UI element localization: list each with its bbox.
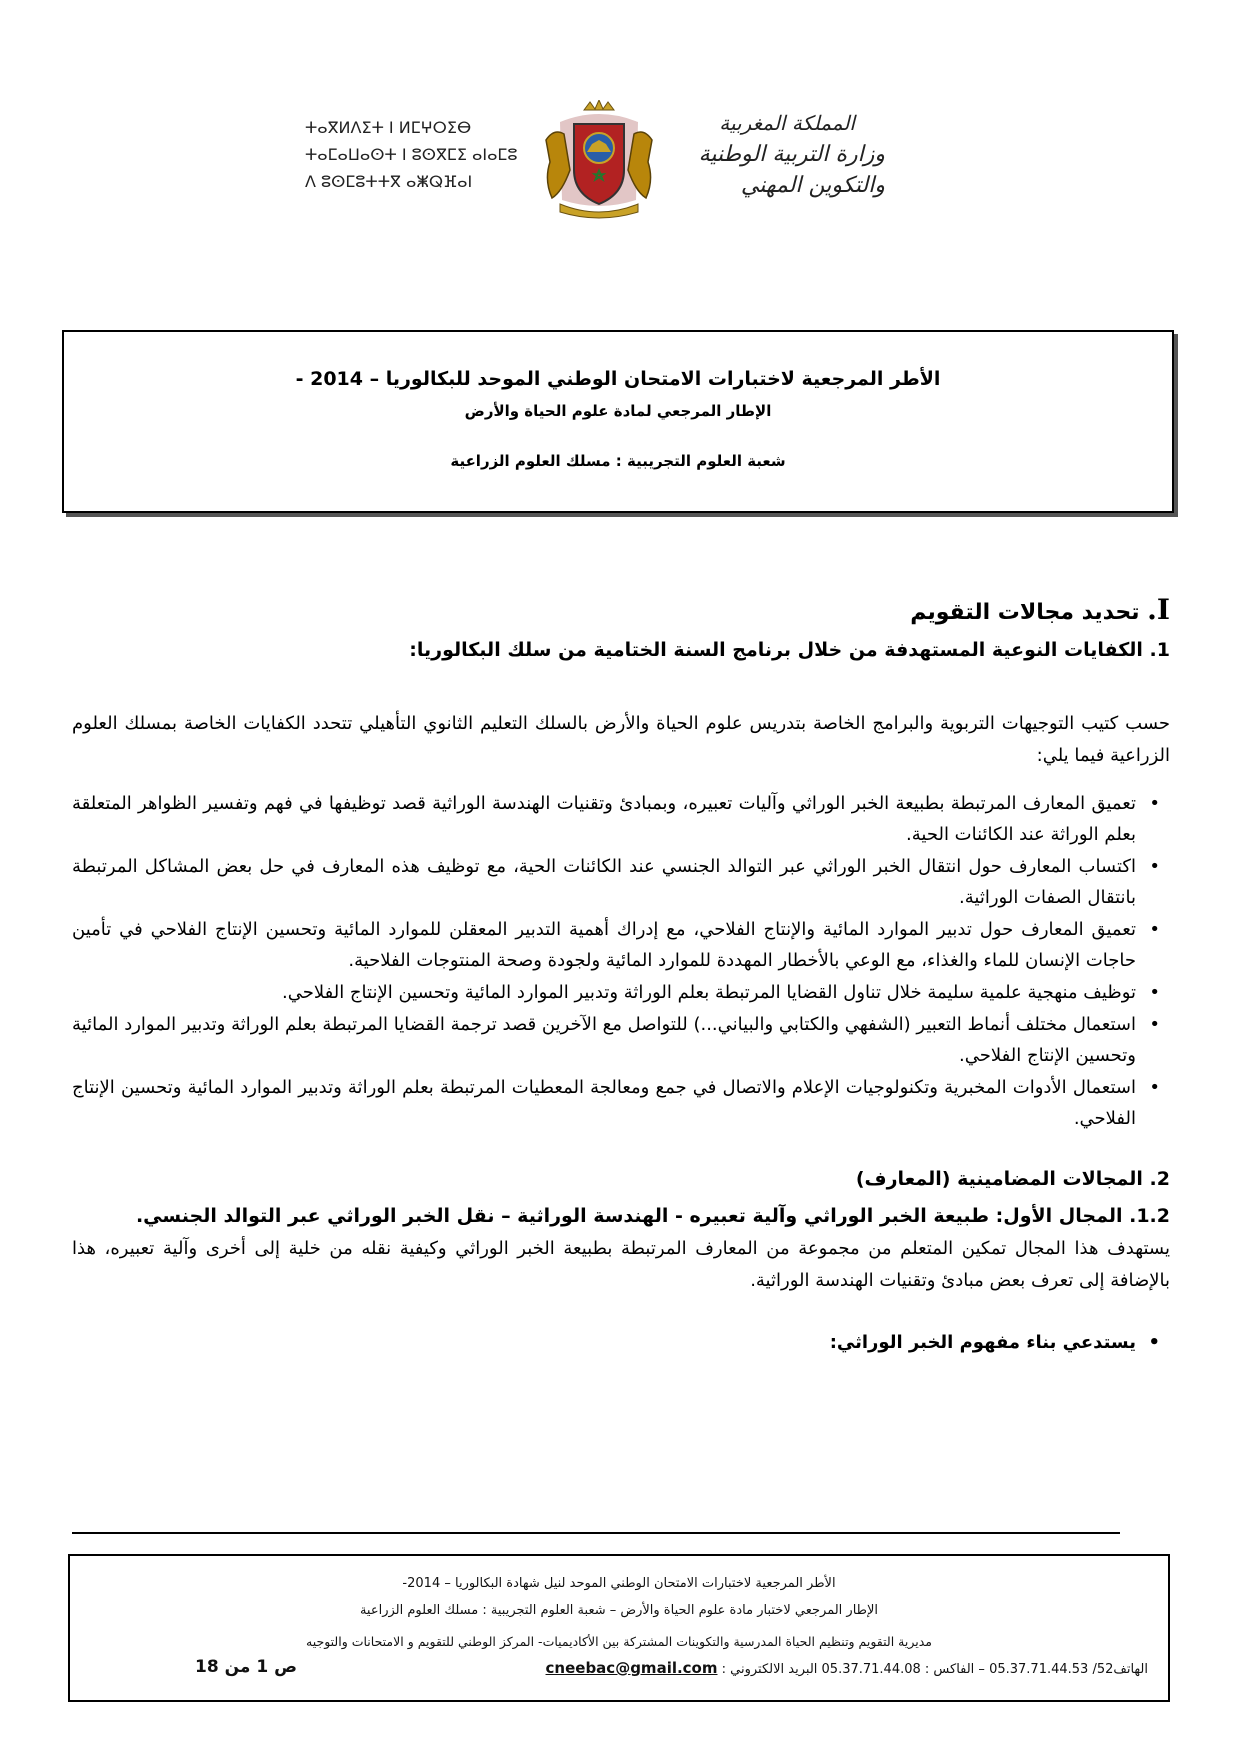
document-title: الأطر المرجعية لاختبارات الامتحان الوطني الموحد للبكالوريا – 2014 - (295, 368, 941, 390)
page-number: ص 1 من 18 (195, 1657, 297, 1677)
bold-bullet-item: • يستدعي بناء مفهوم الخبر الوراثي: (72, 1327, 1170, 1359)
list-item: • تعميق المعارف المرتبطة بطبيعة الخبر الوراثي وآليات تعبيره، وبمبادئ وتقنيات الهندسة الوراثية قصد توظيفها في فهم وتفسير الظواهر المتعلقة بعلم الوراثة عند الكائنات الحية. (72, 788, 1170, 850)
title-box (62, 330, 1174, 513)
contact-email-link[interactable]: cneebac@gmail.com (545, 1659, 718, 1677)
footer-divider (72, 1532, 1120, 1534)
tifinagh-line: ⵜⴰⴳⵍⴷⵉⵜ ⵏ ⵍⵎⵖⵔⵉⴱ (305, 118, 472, 137)
section-heading (72, 590, 1170, 630)
ministry-name-arabic (670, 108, 885, 201)
document-subtitle: الإطار المرجعي لمادة علوم الحياة والأرض (464, 402, 772, 420)
section-number: I. (1147, 593, 1170, 626)
spacer (72, 1297, 1170, 1327)
subsection-2-1-heading: 1.2. المجال الأول: طبيعة الخبر الوراثي وآلية تعبيره - الهندسة الوراثية – نقل الخبر الوراثي عبر التوالد الجنسي. (135, 1205, 1170, 1227)
tifinagh-line: ⴷ ⵓⵙⵎⵓⵜⵜⴳ ⴰⵥⵕⴼⴰⵏ (305, 172, 473, 191)
footer-contact (546, 1659, 1148, 1677)
ministry-line: وزارة التربية الوطنية (698, 142, 885, 167)
spacer (72, 1135, 1170, 1159)
footer-line-3: مديرية التقويم وتنظيم الحياة المدرسية والتكوينات المشتركة بين الأكاديميات- المركز الوطني للتقويم و الامتحانات والتوجيه (306, 1634, 932, 1649)
spacer (72, 670, 1170, 708)
list-item: • استعمال مختلف أنماط التعبير (الشفهي والكتابي والبياني...) للتواصل مع الآخرين قصد ترجمة القضايا المرتبطة بعلم الوراثة وتدبير الموارد المائية وتحسين الإنتاج الفلاحي. (72, 1009, 1170, 1071)
subsection-1-heading: 1. الكفايات النوعية المستهدفة من خلال برنامج السنة الختامية من سلك البكالوريا: (409, 639, 1170, 661)
tifinagh-line: ⵜⴰⵎⴰⵡⴰⵙⵜ ⵏ ⵓⵙⴳⵎⵉ ⴰⵏⴰⵎⵓ (305, 145, 518, 164)
footer-line-1: الأطر المرجعية لاختبارات الامتحان الوطني الموحد لنيل شهادة البكالوريا – 2014- (402, 1576, 836, 1591)
intro-paragraph: حسب كتيب التوجيهات التربوية والبرامج الخاصة بتدريس علوم الحياة والأرض بالسلك التعليم الثانوي التأهيلي تتحدد الكفايات الخاصة بمسلك العلوم الزراعية فيما يلي: (72, 713, 1170, 766)
list-item: • تعميق المعارف حول تدبير الموارد المائية والإنتاج الفلاحي، مع إدراك أهمية التدبير المعقلن للموارد المائية وتحسين الإنتاج الفلاحي في تأمين حاجات الإنسان للماء والغذاء، مع الوعي بالأخطار المهددة للموارد المائية ولجودة وصحة المنتوجات الفلاحية. (72, 914, 1170, 976)
spacer (72, 772, 1170, 788)
ministry-line: المملكة المغربية (719, 111, 855, 135)
footer-box (68, 1554, 1170, 1702)
list-item: • اكتساب المعارف حول انتقال الخبر الوراثي عبر التوالد الجنسي عند الكائنات الحية، مع توظيف هذه المعارف في حل بعض المشاكل المرتبطة بانتقال الصفات الوراثية. (72, 851, 1170, 913)
footer-line-2: الإطار المرجعي لاختبار مادة علوم الحياة والأرض – شعبة العلوم التجريبية : مسلك العلوم الزراعية (359, 1603, 879, 1618)
document-track: شعبة العلوم التجريبية : مسلك العلوم الزراعية (450, 452, 786, 470)
footer-contact-row (90, 1659, 1148, 1683)
competencies-list (72, 788, 1170, 1134)
subsection-2-heading: 2. المجالات المضامينية (المعارف) (855, 1168, 1170, 1190)
subsection-2-1-paragraph: يستهدف هذا المجال تمكين المتعلم من مجموعة من المعارف المرتبطة بطبيعة الخبر الوراثي وكيفية نقله من خلية إلى أخرى وآلية تعبيره، هذا بالإضافة إلى تعرف بعض مبادئ وتقنيات الهندسة الوراثية. (72, 1238, 1170, 1291)
royal-coat-of-arms-icon (540, 100, 658, 220)
ministry-line: والتكوين المهني (740, 173, 885, 198)
tifinagh-ministry-name (305, 114, 535, 195)
list-item: • توظيف منهجية علمية سليمة خلال تناول القضايا المرتبطة بعلم الوراثة وتدبير الموارد المائية وتحسين الإنتاج الفلاحي. (72, 977, 1170, 1008)
letterhead (305, 100, 885, 220)
main-content (72, 590, 1170, 1359)
contact-phone-fax: الهاتف52/ 05.37.71.44.53 – الفاكس : 05.37.71.44.08 البريد الالكتروني : (721, 1662, 1148, 1677)
list-item: • استعمال الأدوات المخبرية وتكنولوجيات الإعلام والاتصال في جمع ومعالجة المعطيات المرتبطة بعلم الوراثة وتدبير الموارد المائية وتحسين الإنتاج الفلاحي. (72, 1072, 1170, 1134)
section-title: تحديد مجالات التقويم (910, 600, 1140, 625)
